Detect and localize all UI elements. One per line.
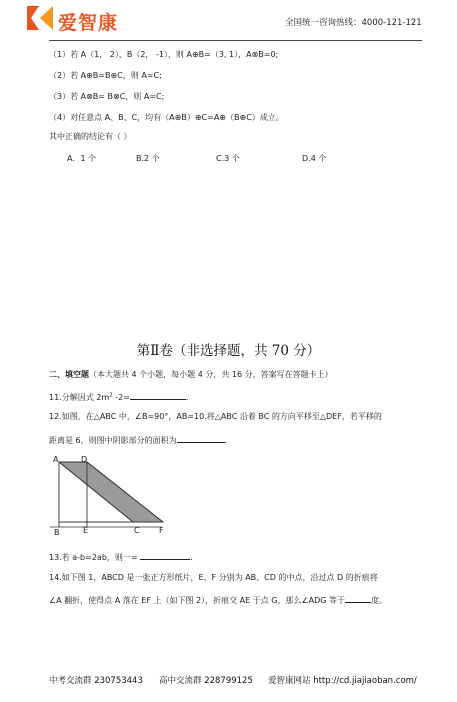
brand-name: 爱智康 <box>58 12 119 34</box>
q12-line2-text: 距离是 6，则图中阴影部分的面积为 <box>49 436 177 445</box>
brand-logo-icon <box>27 6 53 30</box>
statement-3: （3）若 A⊗B= B⊗C，则 A=C; <box>49 92 165 101</box>
q13-text: 13.若 a-b=2ab，则一= <box>49 553 141 562</box>
q14-line2-text: ∠A 翻折，使得点 A 落在 EF 上（如下图 2），折痕交 AE 于点 G，那么∠ADG 等于 <box>49 596 346 605</box>
question-13 <box>49 550 193 563</box>
q13-answer-blank[interactable] <box>140 550 190 560</box>
header-divider <box>49 40 422 41</box>
question-14-line1: 14.如下图 1，ABCD 是一张正方形纸片，E、F 分别为 AB、CD 的中点，沿过点 D 的折痕将 <box>49 573 378 582</box>
label-c: C <box>134 526 140 535</box>
option-b: B.2 个 <box>136 154 160 163</box>
q11-exponent: 2 <box>109 392 113 399</box>
q12-answer-blank[interactable] <box>177 433 225 443</box>
question-stem: 其中正确的结论有（ ） <box>49 132 132 141</box>
option-a: A．1 个 <box>67 154 97 163</box>
q14-end: 度。 <box>371 596 388 605</box>
label-d: D <box>81 455 88 464</box>
q11-end: . <box>185 393 189 402</box>
question-14-line2 <box>49 593 387 606</box>
footer-website-link[interactable]: 爱智康网站 http://cd.jiajiaoban.com/ <box>268 676 417 686</box>
section-heading <box>49 369 333 380</box>
shaded-region <box>59 462 163 522</box>
statement-1: （1）若 A（1， 2），B（2， -1），则 A⊕B=（3, 1），A⊗B=0; <box>49 50 279 59</box>
question-11 <box>49 390 188 403</box>
section-heading-label: 二、填空题 <box>49 370 89 379</box>
label-f: F <box>159 526 164 535</box>
q11-prefix: 11.分解因式 2m <box>49 393 110 402</box>
q11-answer-blank[interactable] <box>130 390 186 400</box>
statement-2: （2）若 A⊕B=B⊕C，则 A=C; <box>49 71 162 80</box>
section-heading-note: （本大题共 4 个小题，每小题 4 分，共 16 分，答案写在答题卡上） <box>89 370 333 379</box>
section-title: 第Ⅱ卷（非选择题，共 70 分） <box>136 343 321 359</box>
footer-group-high-school: 高中交流群 228799125 <box>159 676 253 686</box>
q11-suffix: -2= <box>112 393 130 402</box>
statement-4: （4）对任意点 A、B、C，均有（A⊕B）⊕C=A⊕（B⊕C）成立。 <box>49 113 284 122</box>
question-12-line2 <box>49 433 227 446</box>
q14-answer-blank[interactable] <box>345 593 371 603</box>
question-12-line1: 12.如图，在△ABC 中，∠B=90°，AB=10.将△ABC 沿着 BC 的方向平移至△DEF，若平移的 <box>49 412 382 421</box>
translation-figure <box>50 452 170 540</box>
label-b: B <box>54 528 60 537</box>
label-a: A <box>53 455 59 464</box>
label-e: E <box>83 526 89 535</box>
option-c: C.3 个 <box>216 154 240 163</box>
option-d: D.4 个 <box>302 154 327 163</box>
footer-group-middle-school: 中考交流群 230753443 <box>49 676 143 686</box>
q13-end: . <box>190 553 193 562</box>
hotline-text: 全国统一咨询热线：4000-121-121 <box>285 18 422 28</box>
q12-end: . <box>224 436 228 445</box>
